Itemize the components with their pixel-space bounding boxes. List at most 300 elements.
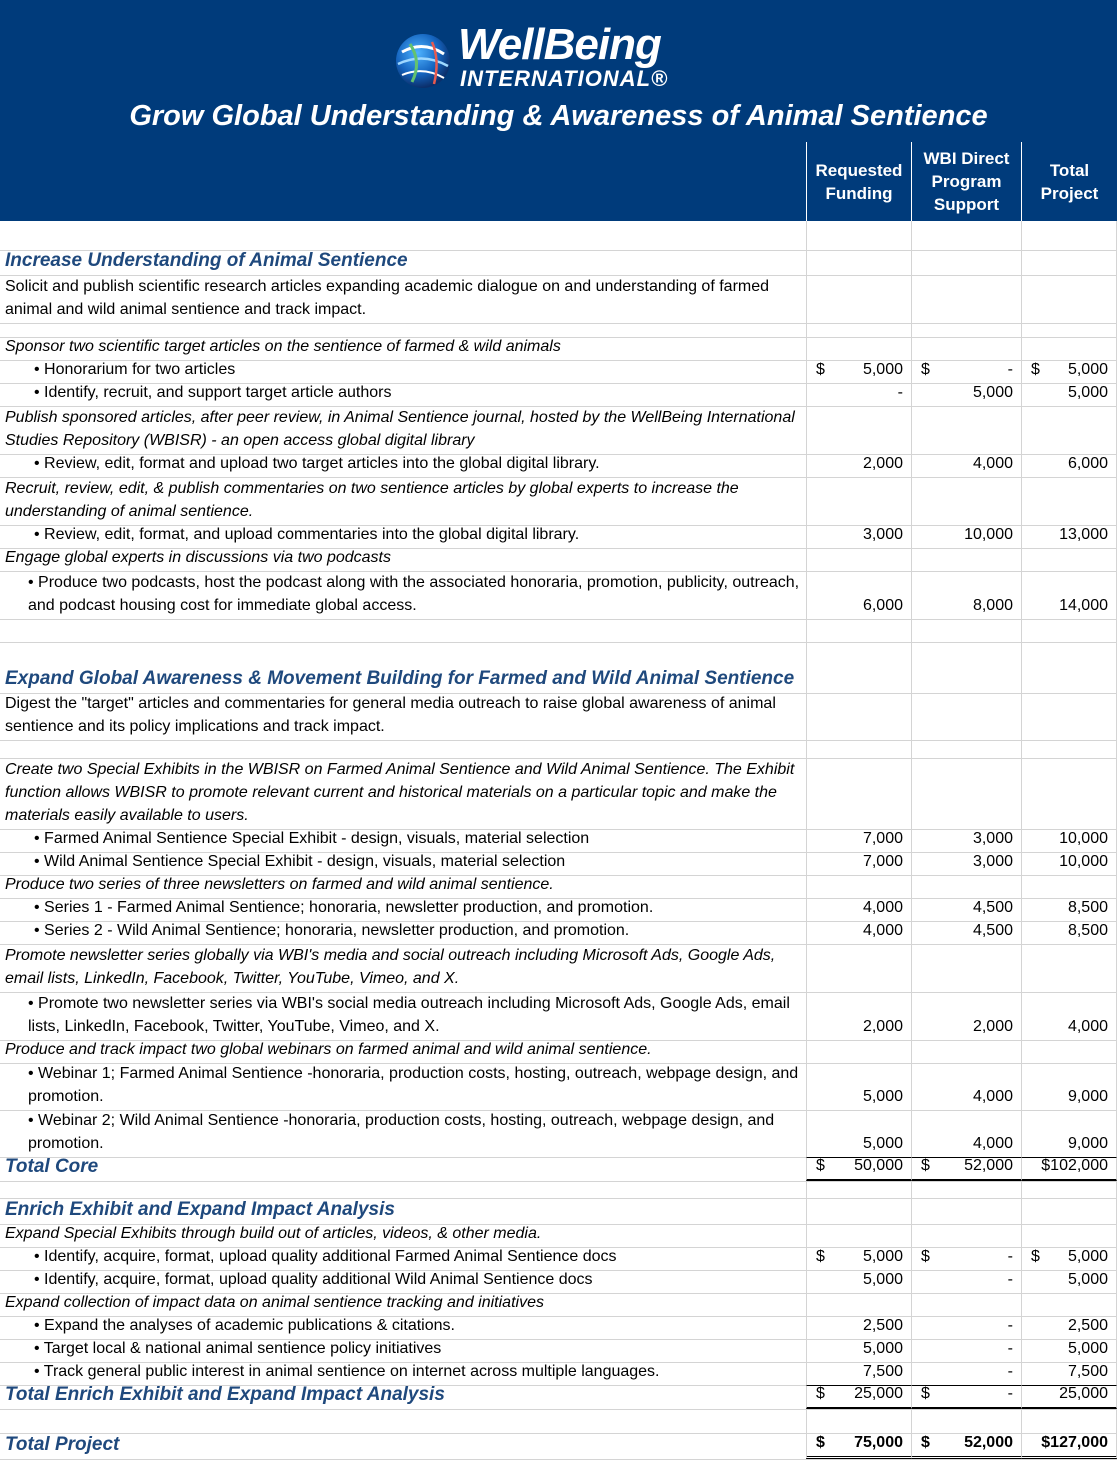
total-project-cell bbox=[1021, 1181, 1117, 1198]
table-row bbox=[0, 1040, 1117, 1064]
row-label: • Identify, acquire, format, upload quality additional Wild Animal Sentience docs bbox=[34, 1271, 593, 1288]
amount-value: 25,000 bbox=[854, 1385, 903, 1402]
total-project-cell bbox=[1021, 1040, 1117, 1063]
amount-value: 5,000 bbox=[1067, 1340, 1108, 1357]
currency-symbol: $ bbox=[921, 361, 930, 378]
amount-value: 5,000 bbox=[862, 1248, 903, 1265]
wbi-support-cell bbox=[911, 992, 1021, 1040]
currency-symbol: $ bbox=[816, 1157, 825, 1174]
table-row bbox=[0, 548, 1117, 572]
requested-funding-cell bbox=[806, 1110, 911, 1157]
wbi-support-cell bbox=[911, 829, 1021, 852]
table-row bbox=[0, 992, 1117, 1041]
total-project-cell bbox=[1021, 852, 1117, 875]
amount-value: 7,500 bbox=[1067, 1363, 1108, 1380]
requested-funding-cell bbox=[806, 1224, 911, 1247]
total-project-cell bbox=[1021, 525, 1117, 548]
currency-symbol: $ bbox=[816, 1248, 825, 1265]
description-cell bbox=[0, 619, 806, 642]
amount-value: - bbox=[1007, 1317, 1013, 1334]
currency-symbol: $ bbox=[816, 1434, 825, 1451]
description-cell bbox=[0, 1063, 806, 1110]
column-header-line: Support bbox=[933, 195, 1000, 214]
wbi-support-cell bbox=[911, 1316, 1021, 1339]
description-cell bbox=[0, 1409, 806, 1433]
column-header-line: Requested bbox=[815, 160, 903, 180]
description-cell bbox=[0, 275, 806, 323]
row-label: Total Enrich Exhibit and Expand Impact Analysis bbox=[5, 1384, 445, 1405]
requested-funding-cell bbox=[806, 250, 911, 275]
total-project-cell bbox=[1021, 992, 1117, 1040]
section-heading-row bbox=[0, 250, 1117, 276]
section-heading-row bbox=[0, 1198, 1117, 1225]
amount-value: 5,000 bbox=[1067, 361, 1108, 378]
requested-funding-cell bbox=[806, 1063, 911, 1110]
spacer-row bbox=[0, 740, 1117, 759]
table-row bbox=[0, 921, 1117, 945]
total-project-cell bbox=[1021, 898, 1117, 921]
total-project-cell bbox=[1021, 454, 1117, 477]
total-project-cell bbox=[1021, 571, 1117, 619]
total-project-cell bbox=[1021, 1224, 1117, 1247]
amount-value: 13,000 bbox=[1059, 526, 1108, 543]
total-project-cell bbox=[1021, 250, 1117, 275]
description-cell bbox=[0, 477, 806, 525]
row-label: Promote newsletter series globally via WBI's media and social outreach including Microsoft Ads, Google Ads, email lists, LinkedIn, Facebook, Twitter, YouTube, Vimeo, and X. bbox=[5, 947, 776, 987]
wbi-support-cell bbox=[911, 944, 1021, 992]
total-project-cell bbox=[1021, 829, 1117, 852]
spacer-row bbox=[0, 221, 1117, 251]
column-header-line: Funding bbox=[825, 183, 893, 203]
row-label: • Track general public interest in animal sentience on internet across multiple languages. bbox=[34, 1363, 660, 1380]
amount-value: 8,500 bbox=[1067, 922, 1108, 939]
total-project-cell bbox=[1021, 548, 1117, 571]
amount-value: 5,000 bbox=[972, 384, 1013, 401]
amount-value: 9,000 bbox=[1067, 1135, 1108, 1152]
amount-value: 52,000 bbox=[964, 1157, 1013, 1174]
column-header-line: Total bbox=[1049, 160, 1090, 180]
currency-symbol: $ bbox=[921, 1248, 930, 1265]
description-cell bbox=[0, 1293, 806, 1316]
requested-funding-cell bbox=[806, 337, 911, 360]
table-row bbox=[0, 477, 1117, 526]
wbi-support-cell bbox=[911, 548, 1021, 571]
requested-funding-cell bbox=[806, 758, 911, 829]
currency-symbol: $ bbox=[921, 1385, 930, 1402]
wbi-support-cell bbox=[911, 1339, 1021, 1362]
requested-funding-cell bbox=[806, 323, 911, 337]
requested-funding-cell bbox=[806, 383, 911, 406]
amount-value: - bbox=[1007, 1271, 1013, 1288]
wbi-support-cell bbox=[911, 1224, 1021, 1247]
wbi-support-cell bbox=[911, 619, 1021, 642]
description-cell bbox=[0, 921, 806, 944]
requested-funding-cell bbox=[806, 454, 911, 477]
description-cell bbox=[0, 406, 806, 454]
wbi-support-cell bbox=[911, 1110, 1021, 1157]
row-label: • Webinar 2; Wild Animal Sentience -honoraria, production costs, hosting, outreach, webpage design, and promotion. bbox=[28, 1112, 775, 1152]
wbi-support-cell bbox=[911, 1270, 1021, 1293]
column-header-wbi-direct bbox=[911, 142, 1021, 221]
amount-value: 50,000 bbox=[854, 1157, 903, 1174]
table-row bbox=[0, 454, 1117, 478]
column-header-total-project bbox=[1021, 142, 1117, 221]
currency-symbol: $ bbox=[921, 1434, 930, 1451]
wbi-support-cell bbox=[911, 1247, 1021, 1270]
wbi-support-cell bbox=[911, 693, 1021, 740]
amount-value: 5,000 bbox=[862, 1271, 903, 1288]
wbi-support-cell bbox=[911, 525, 1021, 548]
description-cell bbox=[0, 740, 806, 758]
row-label: • Promote two newsletter series via WBI's social media outreach including Microsoft Ads, Google Ads, email lists, LinkedIn, Facebook, Twitter, YouTube, Vimeo, and X. bbox=[28, 995, 790, 1035]
currency-symbol: $ bbox=[816, 361, 825, 378]
header-banner bbox=[0, 0, 1117, 221]
wbi-support-cell bbox=[911, 360, 1021, 383]
row-label: Enrich Exhibit and Expand Impact Analysis bbox=[5, 1199, 395, 1220]
total-project-cell bbox=[1021, 875, 1117, 898]
wbi-support-cell bbox=[911, 898, 1021, 921]
requested-funding-cell bbox=[806, 1433, 911, 1459]
total-project-cell bbox=[1021, 275, 1117, 323]
amount-value: - bbox=[1007, 1340, 1013, 1357]
table-row bbox=[0, 1063, 1117, 1111]
requested-funding-cell bbox=[806, 1385, 911, 1409]
amount-value: 4,000 bbox=[862, 899, 903, 916]
currency-symbol: $ bbox=[816, 1385, 825, 1402]
amount-value: 2,000 bbox=[862, 455, 903, 472]
table-row bbox=[0, 758, 1117, 830]
amount-value: 75,000 bbox=[854, 1434, 903, 1451]
row-label: • Produce two podcasts, host the podcast along with the associated honoraria, promotion, publicity, outreach, and podcast housing cost for immediate global access. bbox=[28, 574, 800, 614]
description-cell bbox=[0, 693, 806, 740]
total-project-cell bbox=[1021, 1339, 1117, 1362]
total-project-cell bbox=[1021, 1293, 1117, 1316]
amount-value: 10,000 bbox=[1059, 853, 1108, 870]
total-row bbox=[0, 1157, 1117, 1182]
amount-value: 4,000 bbox=[972, 1088, 1013, 1105]
amount-value: 5,000 bbox=[1067, 1248, 1108, 1265]
description-cell bbox=[0, 337, 806, 360]
requested-funding-cell bbox=[806, 642, 911, 693]
total-project-cell bbox=[1021, 337, 1117, 360]
row-label: Recruit, review, edit, & publish commentaries on two sentience articles by global experts to increase the understanding of animal sentience. bbox=[5, 480, 739, 520]
requested-funding-cell bbox=[806, 619, 911, 642]
description-cell bbox=[0, 898, 806, 921]
row-label: Expand Special Exhibits through build out of articles, videos, & other media. bbox=[5, 1225, 542, 1242]
total-row bbox=[0, 1385, 1117, 1410]
total-project-cell bbox=[1021, 693, 1117, 740]
description-cell bbox=[0, 571, 806, 619]
description-cell bbox=[0, 548, 806, 571]
wbi-support-cell bbox=[911, 1433, 1021, 1459]
requested-funding-cell bbox=[806, 1040, 911, 1063]
requested-funding-cell bbox=[806, 1270, 911, 1293]
amount-value: 6,000 bbox=[862, 597, 903, 614]
requested-funding-cell bbox=[806, 921, 911, 944]
amount-value: 2,500 bbox=[1067, 1317, 1108, 1334]
amount-value: 10,000 bbox=[1059, 830, 1108, 847]
row-label: Sponsor two scientific target articles on the sentience of farmed & wild animals bbox=[5, 338, 561, 355]
wbi-support-cell bbox=[911, 852, 1021, 875]
wbi-support-cell bbox=[911, 337, 1021, 360]
requested-funding-cell bbox=[806, 852, 911, 875]
table-row bbox=[0, 571, 1117, 620]
table-row bbox=[0, 944, 1117, 993]
requested-funding-cell bbox=[806, 1198, 911, 1224]
amount-value: 5,000 bbox=[1067, 1271, 1108, 1288]
section-heading-row bbox=[0, 642, 1117, 694]
table-row bbox=[0, 1110, 1117, 1158]
description-cell bbox=[0, 525, 806, 548]
spacer-row bbox=[0, 1409, 1117, 1434]
description-cell bbox=[0, 852, 806, 875]
total-project-cell bbox=[1021, 1198, 1117, 1224]
requested-funding-cell bbox=[806, 525, 911, 548]
requested-funding-cell bbox=[806, 1247, 911, 1270]
wbi-support-cell bbox=[911, 921, 1021, 944]
amount-value: 4,500 bbox=[972, 899, 1013, 916]
row-label: Produce and track impact two global webinars on farmed animal and wild animal sentience. bbox=[5, 1041, 652, 1058]
requested-funding-cell bbox=[806, 1339, 911, 1362]
total-project-cell bbox=[1021, 1316, 1117, 1339]
description-cell bbox=[0, 944, 806, 992]
requested-funding-cell bbox=[806, 875, 911, 898]
row-label: Digest the "target" articles and commentaries for general media outreach to raise global awareness of animal sentience and its policy implications and track impact. bbox=[5, 695, 776, 735]
total-project-cell bbox=[1021, 1247, 1117, 1270]
globe-icon bbox=[392, 30, 454, 92]
requested-funding-cell bbox=[806, 829, 911, 852]
logo-subtext: INTERNATIONAL® bbox=[460, 66, 669, 91]
currency-symbol: $ bbox=[1031, 1248, 1040, 1265]
amount-value: 4,000 bbox=[972, 1135, 1013, 1152]
wbi-support-cell bbox=[911, 1293, 1021, 1316]
total-project-cell bbox=[1021, 1433, 1117, 1459]
amount-value: 5,000 bbox=[862, 1135, 903, 1152]
amount-value: - bbox=[1007, 361, 1013, 378]
row-label: Total Core bbox=[5, 1156, 99, 1177]
description-cell bbox=[0, 1433, 806, 1459]
row-label: • Review, edit, format, and upload commentaries into the global digital library. bbox=[34, 526, 580, 543]
wbi-support-cell bbox=[911, 383, 1021, 406]
amount-value: 14,000 bbox=[1059, 597, 1108, 614]
description-cell bbox=[0, 1181, 806, 1198]
amount-value: 5,000 bbox=[862, 361, 903, 378]
row-label: • Series 2 - Wild Animal Sentience; honoraria, newsletter production, and promotion. bbox=[34, 922, 630, 939]
amount-value: 7,000 bbox=[862, 853, 903, 870]
amount-value: 7,500 bbox=[862, 1363, 903, 1380]
row-label: Expand collection of impact data on animal sentience tracking and initiatives bbox=[5, 1294, 544, 1311]
amount-value: 3,000 bbox=[862, 526, 903, 543]
row-label: • Wild Animal Sentience Special Exhibit - design, visuals, material selection bbox=[34, 853, 566, 870]
total-project-cell bbox=[1021, 323, 1117, 337]
description-cell bbox=[0, 250, 806, 275]
description-cell bbox=[0, 829, 806, 852]
total-project-cell bbox=[1021, 758, 1117, 829]
row-label: Total Project bbox=[5, 1434, 120, 1455]
wbi-support-cell bbox=[911, 642, 1021, 693]
currency-symbol: $ bbox=[1031, 361, 1040, 378]
description-cell bbox=[0, 1247, 806, 1270]
row-label: Expand Global Awareness & Movement Building for Farmed and Wild Animal Sentience bbox=[5, 668, 795, 689]
wbi-support-cell bbox=[911, 323, 1021, 337]
row-label: • Identify, acquire, format, upload quality additional Farmed Animal Sentience docs bbox=[34, 1248, 617, 1265]
total-row bbox=[0, 1433, 1117, 1460]
wbi-support-cell bbox=[911, 1040, 1021, 1063]
wbi-support-cell bbox=[911, 758, 1021, 829]
wellbeing-logo bbox=[392, 20, 712, 96]
row-label: Solicit and publish scientific research articles expanding academic dialogue on and understanding of farmed animal and wild animal sentience and track impact. bbox=[5, 278, 770, 318]
amount-value: 7,000 bbox=[862, 830, 903, 847]
requested-funding-cell bbox=[806, 898, 911, 921]
total-project-cell bbox=[1021, 944, 1117, 992]
amount-value: 2,000 bbox=[972, 1018, 1013, 1035]
amount-value: 6,000 bbox=[1067, 455, 1108, 472]
amount-value: 25,000 bbox=[1059, 1385, 1108, 1402]
requested-funding-cell bbox=[806, 944, 911, 992]
row-label: • Webinar 1; Farmed Animal Sentience -honoraria, production costs, hosting, outreach, webpage design, and promotion. bbox=[28, 1065, 799, 1105]
requested-funding-cell bbox=[806, 1316, 911, 1339]
row-label: Publish sponsored articles, after peer review, in Animal Sentience journal, hosted by the WellBeing International Studies Repository (WBISR) - an open access global digital library bbox=[5, 409, 795, 449]
column-header-requested-funding bbox=[806, 142, 911, 221]
wbi-support-cell bbox=[911, 1385, 1021, 1409]
total-project-cell bbox=[1021, 740, 1117, 758]
requested-funding-cell bbox=[806, 360, 911, 383]
wbi-support-cell bbox=[911, 275, 1021, 323]
wbi-support-cell bbox=[911, 221, 1021, 250]
amount-value: $127,000 bbox=[1041, 1434, 1108, 1451]
row-label: • Target local & national animal sentience policy initiatives bbox=[34, 1340, 442, 1357]
requested-funding-cell bbox=[806, 1157, 911, 1181]
amount-value: - bbox=[1007, 1363, 1013, 1380]
row-label: • Farmed Animal Sentience Special Exhibit - design, visuals, material selection bbox=[34, 830, 590, 847]
total-project-cell bbox=[1021, 1110, 1117, 1157]
wbi-support-cell bbox=[911, 1157, 1021, 1181]
total-project-cell bbox=[1021, 1409, 1117, 1433]
wbi-support-cell bbox=[911, 1409, 1021, 1433]
row-label: Engage global experts in discussions via two podcasts bbox=[5, 549, 391, 566]
description-cell bbox=[0, 875, 806, 898]
row-label: Increase Understanding of Animal Sentience bbox=[5, 250, 408, 271]
amount-value: - bbox=[897, 384, 903, 401]
requested-funding-cell bbox=[806, 1293, 911, 1316]
wbi-support-cell bbox=[911, 477, 1021, 525]
amount-value: 4,000 bbox=[1067, 1018, 1108, 1035]
amount-value: 2,500 bbox=[862, 1317, 903, 1334]
description-cell bbox=[0, 1385, 806, 1409]
description-cell bbox=[0, 1224, 806, 1247]
column-header-line: Program bbox=[931, 172, 1002, 191]
row-label: • Review, edit, format and upload two target articles into the global digital library. bbox=[34, 455, 600, 472]
description-cell bbox=[0, 1316, 806, 1339]
description-cell bbox=[0, 758, 806, 829]
description-cell bbox=[0, 383, 806, 406]
amount-value: 2,000 bbox=[862, 1018, 903, 1035]
requested-funding-cell bbox=[806, 275, 911, 323]
total-project-cell bbox=[1021, 406, 1117, 454]
total-project-cell bbox=[1021, 477, 1117, 525]
amount-value: - bbox=[1007, 1248, 1013, 1265]
column-header-line: WBI Direct bbox=[923, 149, 1010, 168]
row-label: • Honorarium for two articles bbox=[34, 361, 236, 378]
description-cell bbox=[0, 1270, 806, 1293]
amount-value: 3,000 bbox=[972, 853, 1013, 870]
row-label: • Identify, recruit, and support target article authors bbox=[34, 384, 392, 401]
amount-value: 52,000 bbox=[964, 1434, 1013, 1451]
wbi-support-cell bbox=[911, 1063, 1021, 1110]
row-label: Produce two series of three newsletters on farmed and wild animal sentience. bbox=[5, 876, 554, 893]
amount-value: 4,000 bbox=[862, 922, 903, 939]
total-project-cell bbox=[1021, 221, 1117, 250]
amount-value: 4,500 bbox=[972, 922, 1013, 939]
amount-value: 10,000 bbox=[964, 526, 1013, 543]
description-cell bbox=[0, 1040, 806, 1063]
amount-value: 5,000 bbox=[862, 1340, 903, 1357]
description-cell bbox=[0, 1198, 806, 1224]
table-row bbox=[0, 275, 1117, 324]
table-row bbox=[0, 693, 1117, 741]
table-row bbox=[0, 383, 1117, 407]
requested-funding-cell bbox=[806, 1181, 911, 1198]
total-project-cell bbox=[1021, 383, 1117, 406]
amount-value: 5,000 bbox=[862, 1088, 903, 1105]
total-project-cell bbox=[1021, 1063, 1117, 1110]
wbi-support-cell bbox=[911, 406, 1021, 454]
total-project-cell bbox=[1021, 921, 1117, 944]
row-label: • Expand the analyses of academic publications & citations. bbox=[34, 1317, 455, 1334]
table-row bbox=[0, 406, 1117, 455]
amount-value: 9,000 bbox=[1067, 1088, 1108, 1105]
amount-value: 8,500 bbox=[1067, 899, 1108, 916]
description-cell bbox=[0, 642, 806, 693]
description-cell bbox=[0, 221, 806, 250]
description-cell bbox=[0, 992, 806, 1040]
logo-wordmark: WellBeing bbox=[458, 20, 661, 69]
row-label: Create two Special Exhibits in the WBISR on Farmed Animal Sentience and Wild Animal Sentience. The Exhibit function allows WBISR to promote relevant current and historical materials on a particular topic and make the materials easily available to users. bbox=[5, 761, 795, 824]
requested-funding-cell bbox=[806, 548, 911, 571]
total-project-cell bbox=[1021, 642, 1117, 693]
currency-symbol: $ bbox=[921, 1157, 930, 1174]
wbi-support-cell bbox=[911, 875, 1021, 898]
requested-funding-cell bbox=[806, 571, 911, 619]
description-cell bbox=[0, 454, 806, 477]
page-title: Grow Global Understanding & Awareness of Animal Sentience bbox=[129, 100, 988, 132]
requested-funding-cell bbox=[806, 693, 911, 740]
wbi-support-cell bbox=[911, 571, 1021, 619]
amount-value: 8,000 bbox=[972, 597, 1013, 614]
total-project-cell bbox=[1021, 1385, 1117, 1409]
wbi-support-cell bbox=[911, 454, 1021, 477]
total-project-cell bbox=[1021, 1270, 1117, 1293]
description-cell bbox=[0, 1110, 806, 1157]
total-project-cell bbox=[1021, 1157, 1117, 1181]
requested-funding-cell bbox=[806, 406, 911, 454]
requested-funding-cell bbox=[806, 477, 911, 525]
row-label: • Series 1 - Farmed Animal Sentience; honoraria, newsletter production, and promotion. bbox=[34, 899, 654, 916]
amount-value: 3,000 bbox=[972, 830, 1013, 847]
amount-value: 5,000 bbox=[1067, 384, 1108, 401]
amount-value: - bbox=[1007, 1385, 1013, 1402]
requested-funding-cell bbox=[806, 992, 911, 1040]
requested-funding-cell bbox=[806, 740, 911, 758]
spacer-row bbox=[0, 619, 1117, 643]
wbi-support-cell bbox=[911, 1181, 1021, 1198]
total-project-cell bbox=[1021, 619, 1117, 642]
wbi-support-cell bbox=[911, 740, 1021, 758]
total-project-cell bbox=[1021, 360, 1117, 383]
description-cell bbox=[0, 1157, 806, 1181]
requested-funding-cell bbox=[806, 1409, 911, 1433]
requested-funding-cell bbox=[806, 221, 911, 250]
